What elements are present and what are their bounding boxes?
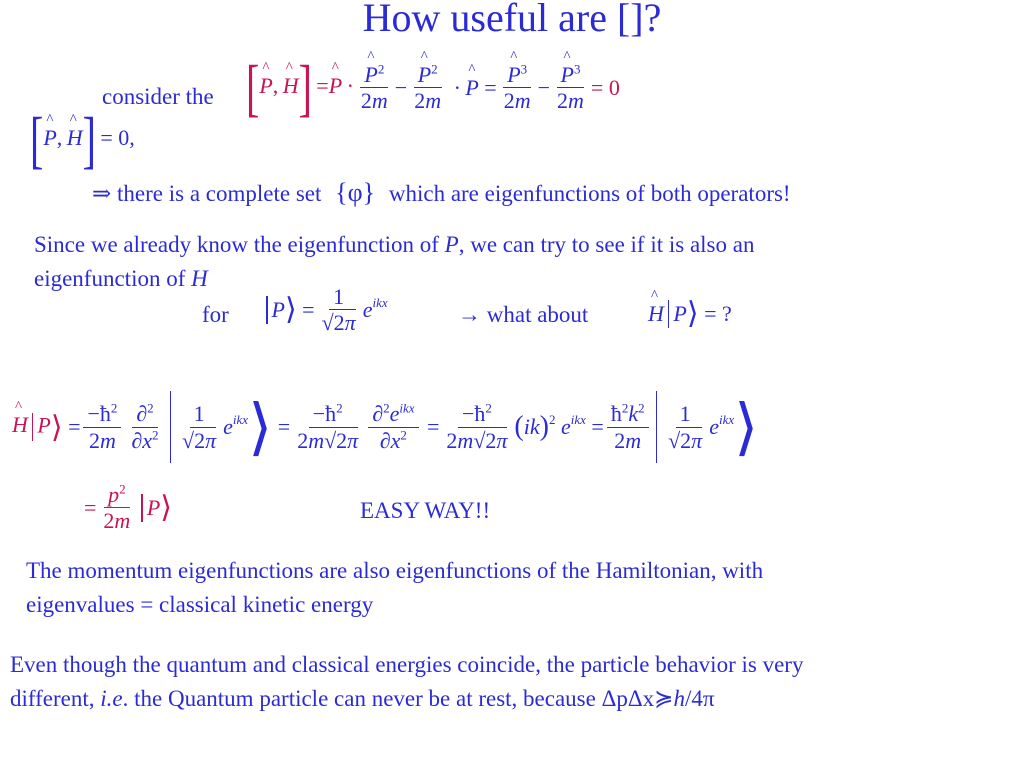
equals-question: = ? xyxy=(704,300,732,326)
closing-text-b: . the Quantum particle can never be at rest, because ΔpΔx xyxy=(122,686,655,711)
consider-label: consider the xyxy=(102,84,214,109)
momentum-line-2: eigenvalues = classical kinetic energy xyxy=(26,592,374,617)
closing-h: h xyxy=(673,686,685,711)
what-about-text: → what about xyxy=(458,302,589,327)
plane-wave-equation: P ⟩ = $\frac{1}{√2\pi}$ e $^{ikx}$ xyxy=(262,284,388,336)
commutator-result: = 0 xyxy=(590,74,620,100)
closing-line-1: Even though the quantum and classical energies coincide, the particle behavior is very xyxy=(10,652,804,677)
easy-way-label: EASY WAY!! xyxy=(360,498,491,523)
kinetic-energy-result: = $\frac{p^2}{2m}$ P ⟩ xyxy=(84,481,172,534)
commutator-zero: [^ P, ^ H] = 0, xyxy=(30,120,135,160)
for-label: for xyxy=(202,302,229,327)
commutator-equation: [^ P, ^ H] =^ P · ^ $\frac{P^2}{2m}$ − ^ $\frac{P^2}{2m}$ · ^ P = ^ $\frac{P^3}{2m}$ − ^ $\frac{P^3}{2m}$ = 0 xyxy=(246,62,620,114)
since-text-c: eigenfunction of xyxy=(34,266,192,291)
since-text-b: , we can try to see if it is also an xyxy=(458,232,755,257)
closing-text-a: different, xyxy=(10,686,101,711)
complete-set-line xyxy=(92,176,791,211)
slide-title: How useful are []? xyxy=(362,0,662,40)
commutator-zero-suffix: = 0, xyxy=(100,125,135,151)
closing-ie: i.e xyxy=(100,686,123,711)
since-text-a: Since we already know the eigenfunction of xyxy=(34,232,445,257)
commutator-expression: [^ P, ^ H] =^ P · xyxy=(246,68,354,108)
since-var-h: H xyxy=(191,266,208,291)
complete-set-text: ⇒ there is a complete set xyxy=(92,181,322,206)
hamiltonian-derivation: ^ H P⟩ = $\frac{-ħ^2}{2m}$ $\frac{\partial^2}{\partial x^2}$ $\frac{1}{√2\pi}$ e $^{ikx}$ ⟩ = $\frac{-ħ^2}{2m√2\pi}$ $\frac{\partial^2e^{ikx}}{\partial x^2}$ = $\frac{-ħ^2}{2m√2\pi}$ ( ik ) $^2$ e $^{ikx}$ = $\frac{ħ^2k^2}{2m}$ $\frac{1}{√2\pi}$ e $^{ikx}$ ⟩ xyxy=(12,390,758,464)
closing-text-c: /4π xyxy=(684,686,715,711)
phi-set-symbol: {φ} xyxy=(335,178,376,207)
complete-set-tail: which are eigenfunctions of both operators! xyxy=(388,181,791,206)
since-var-p: P xyxy=(444,232,459,257)
momentum-line-1: The momentum eigenfunctions are also eigenfunctions of the Hamiltonian, with xyxy=(26,558,764,583)
closing-line-2 xyxy=(10,682,714,716)
closing-ge: ≽ xyxy=(654,686,674,711)
h-on-p-question: ^ H P ⟩ = ? xyxy=(648,296,732,331)
since-line-2 xyxy=(34,262,208,296)
since-line-1 xyxy=(34,228,754,262)
